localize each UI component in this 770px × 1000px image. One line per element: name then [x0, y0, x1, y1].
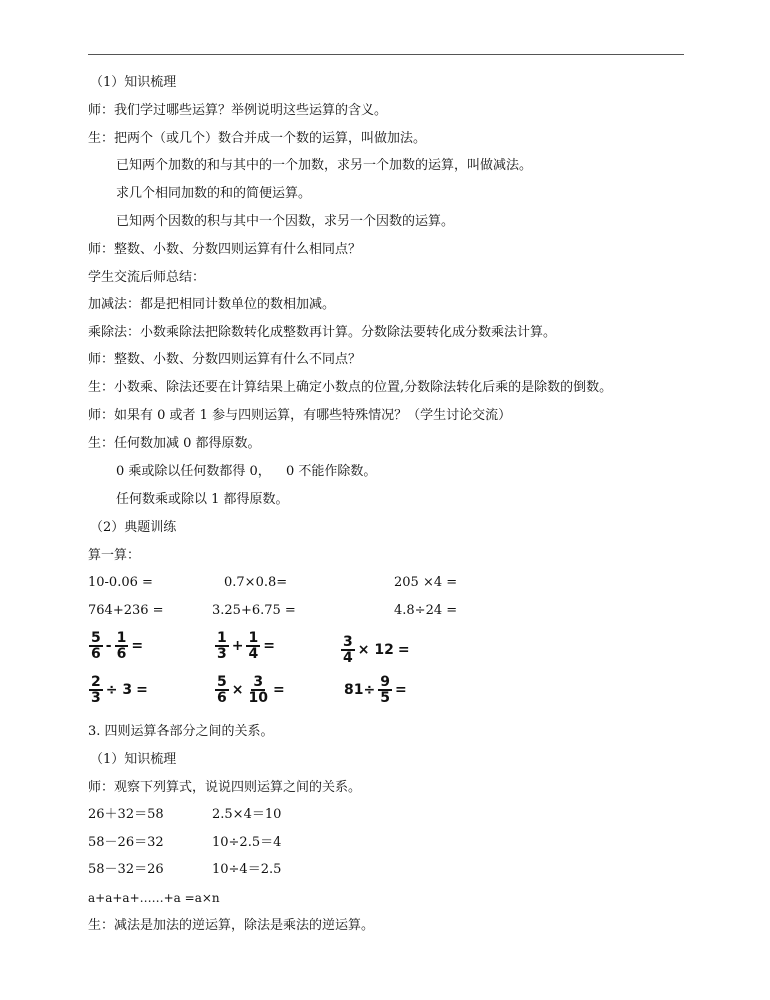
calc-item: 10-0.06 =	[88, 575, 153, 590]
operator: -	[105, 638, 112, 654]
teacher-question-2: 师：整数、小数、分数四则运算有什么相同点？	[88, 242, 362, 257]
operator: +	[231, 638, 244, 654]
operator: × 12	[357, 642, 394, 658]
fraction-expression	[214, 631, 277, 661]
teacher-question-3: 师：整数、小数、分数四则运算有什么不同点？	[88, 352, 362, 367]
subtraction-definition: 已知两个加数的和与其中的一个加数，求另一个加数的运算，叫做减法。	[116, 158, 533, 173]
numerator: 1	[248, 630, 259, 646]
equals-sign: =	[131, 638, 144, 654]
denominator: 6	[91, 646, 101, 662]
fraction-expression	[340, 635, 412, 665]
relation-equation: 58－32＝26	[88, 862, 164, 877]
add-sub-rule: 加减法：都是把相同计数单位的数相加减。	[88, 297, 336, 312]
operator: ×	[231, 682, 244, 698]
fraction-expression	[214, 675, 287, 705]
division-definition: 已知两个因数的积与其中一个因数，求另一个因数的运算。	[116, 214, 455, 229]
numerator: 1	[116, 630, 127, 646]
fraction	[215, 631, 229, 661]
fraction-expression	[88, 675, 150, 705]
student-answer-addition: 生：把两个（或几个）数合并成一个数的运算，叫做加法。	[88, 131, 427, 146]
teacher-question-1: 师：我们学过哪些运算？举例说明这些运算的含义。	[88, 103, 388, 118]
fraction-expression	[342, 675, 409, 705]
multiplication-definition: 求几个相同加数的和的简便运算。	[116, 186, 312, 201]
numerator: 3	[343, 634, 353, 650]
denominator: 6	[116, 646, 127, 662]
zero-add-rule: 生：任何数加减 0 都得原数。	[88, 436, 261, 451]
equals-sign: =	[263, 638, 275, 654]
denominator: 4	[248, 646, 259, 662]
section-heading-relations: 3. 四则运算各部分之间的关系。	[88, 724, 274, 739]
section-heading-knowledge: （1）知识梳理	[90, 75, 177, 90]
denominator: 3	[217, 646, 227, 662]
fraction	[246, 675, 269, 705]
summary-intro: 学生交流后师总结：	[88, 270, 206, 285]
denominator: 6	[217, 690, 227, 706]
numerator: 5	[91, 630, 101, 646]
fraction	[215, 675, 229, 705]
calc-item: 3.25+6.75 =	[212, 603, 296, 618]
calc-item: 764+236 =	[88, 603, 164, 618]
relation-equation: 58－26＝32	[88, 835, 164, 850]
numerator: 3	[253, 674, 264, 690]
fraction	[341, 635, 355, 665]
fraction-expression	[88, 631, 145, 661]
denominator: 5	[380, 690, 390, 706]
operator: ÷ 3	[105, 682, 133, 698]
equals-sign: =	[397, 642, 410, 658]
relation-equation: 10÷4＝2.5	[212, 862, 282, 877]
denominator: 10	[248, 690, 268, 706]
denominator: 4	[343, 650, 353, 666]
section-heading-practice: （2）典题训练	[90, 520, 177, 535]
fraction	[378, 675, 392, 705]
mul-div-rule: 乘除法：小数乘除法把除数转化成整数再计算。分数除法要转化成分数乘法计算。	[88, 325, 557, 340]
calc-item: 0.7×0.8=	[224, 575, 288, 590]
calc-title: 算一算：	[88, 548, 141, 563]
operator: 81÷	[344, 682, 376, 698]
fraction	[115, 631, 129, 661]
relation-equation: 2.5×4＝10	[212, 807, 282, 822]
student-answer-difference: 生：小数乘、除法还要在计算结果上确定小数点的位置,分数除法转化后乘的是除数的倒数。	[88, 380, 613, 395]
equals-sign: =	[272, 682, 285, 698]
numerator: 5	[217, 674, 227, 690]
teacher-question-5: 师：观察下列算式，说说四则运算之间的关系。	[88, 780, 362, 795]
fraction	[246, 631, 260, 661]
section-subheading-knowledge: （1）知识梳理	[90, 752, 177, 767]
equals-sign: =	[394, 682, 407, 698]
relation-equation: 10÷2.5＝4	[212, 835, 282, 850]
relation-equation: 26＋32＝58	[88, 807, 164, 822]
calc-item: 4.8÷24 =	[394, 603, 458, 618]
teacher-question-4: 师：如果有 0 或者 1 参与四则运算，有哪些特殊情况？（学生讨论交流）	[88, 408, 512, 423]
student-answer-inverse: 生：减法是加法的逆运算，除法是乘法的逆运算。	[88, 918, 375, 933]
numerator: 9	[380, 674, 390, 690]
calc-item: 205 ×4 =	[394, 575, 458, 590]
numerator: 2	[91, 674, 101, 690]
equals-sign: =	[136, 682, 148, 698]
zero-mul-rule: 0 乘或除以任何数都得 0，	[116, 464, 271, 479]
header-rule	[88, 54, 684, 55]
denominator: 3	[91, 690, 101, 706]
fraction	[89, 675, 103, 705]
fraction	[89, 631, 103, 661]
one-mul-rule: 任何数乘或除以 1 都得原数。	[116, 492, 289, 507]
zero-divisor-rule: 0 不能作除数。	[286, 464, 377, 479]
repeated-addition-formula: a+a+a+……+a =a×n	[88, 891, 220, 905]
numerator: 1	[217, 630, 227, 646]
